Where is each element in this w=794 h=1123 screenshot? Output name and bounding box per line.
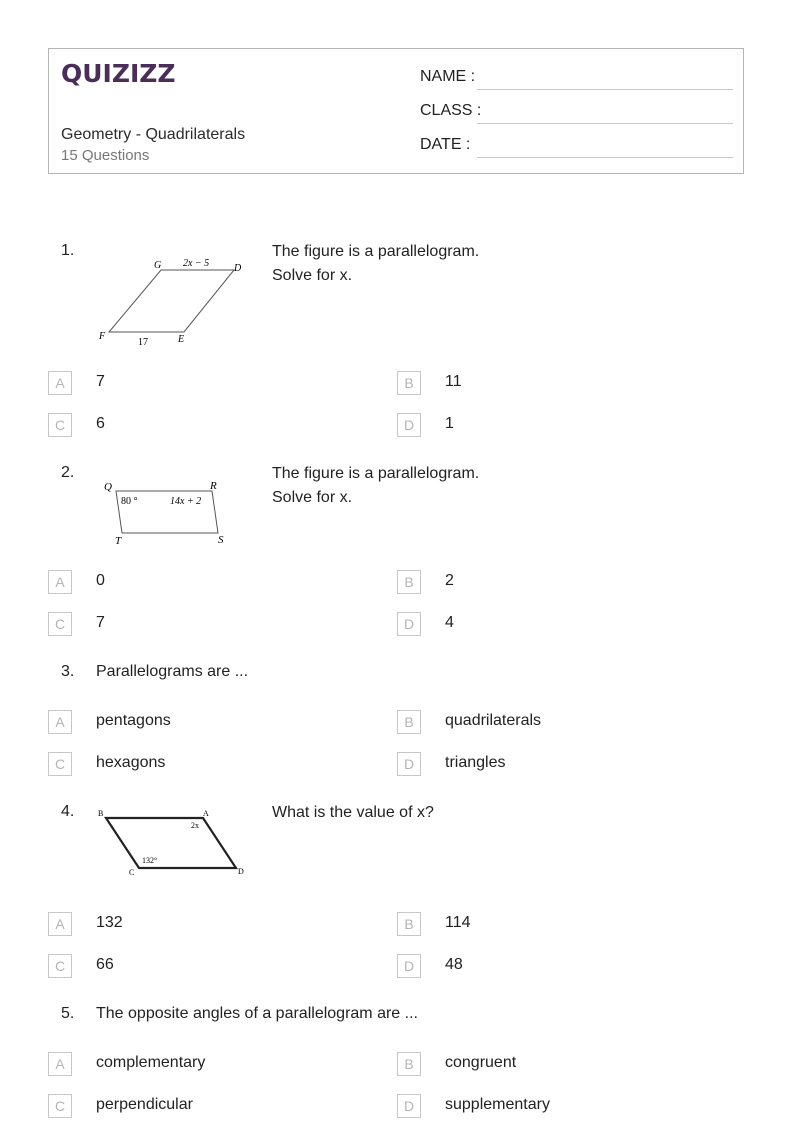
label-angle-a: 2x <box>191 821 199 830</box>
class-label: CLASS : <box>420 102 482 119</box>
worksheet-title: Geometry - Quadrilaterals <box>61 126 246 143</box>
date-label: DATE : <box>420 136 471 153</box>
option-c-text: perpendicular <box>96 1096 193 1113</box>
date-line[interactable] <box>477 157 733 158</box>
label-a: A <box>203 809 209 818</box>
question-count: 15 Questions <box>61 147 150 164</box>
label-bottom: 17 <box>138 337 148 348</box>
option-a-box[interactable]: A <box>48 1052 72 1076</box>
option-c-box[interactable]: C <box>48 612 72 636</box>
label-f: F <box>99 331 106 342</box>
parallelogram-figure <box>96 806 256 882</box>
parallelogram-figure <box>96 252 256 352</box>
option-d-text: 4 <box>445 614 454 631</box>
parallelogram-figure <box>100 476 240 548</box>
option-b-box[interactable]: B <box>397 371 421 395</box>
class-line[interactable] <box>477 123 733 124</box>
name-label: NAME : <box>420 68 476 85</box>
option-c-box[interactable]: C <box>48 413 72 437</box>
option-d-box[interactable]: D <box>397 413 421 437</box>
option-b-text: 2 <box>445 572 454 589</box>
worksheet-header <box>48 48 744 174</box>
option-b-text: quadrilaterals <box>445 712 542 729</box>
label-s: S <box>218 534 224 546</box>
option-d-box[interactable]: D <box>397 752 421 776</box>
option-c-box[interactable]: C <box>48 954 72 978</box>
option-d-box[interactable]: D <box>397 1094 421 1118</box>
label-angle-c: 132° <box>142 856 158 865</box>
question-number: 5. <box>61 1005 75 1022</box>
option-c-box[interactable]: C <box>48 1094 72 1118</box>
label-top: 2x − 5 <box>183 258 210 269</box>
question-text: Parallelograms are ... <box>96 663 249 680</box>
label-expr: 14x + 2 <box>170 496 202 507</box>
option-d-text: 1 <box>445 415 454 432</box>
option-a-box[interactable]: A <box>48 371 72 395</box>
option-d-text: supplementary <box>445 1096 550 1113</box>
option-b-box[interactable]: B <box>397 570 421 594</box>
option-a-text: pentagons <box>96 712 171 729</box>
option-d-box[interactable]: D <box>397 612 421 636</box>
label-e: E <box>178 334 185 345</box>
label-d: D <box>234 263 242 274</box>
question-number: 3. <box>61 663 75 680</box>
question-number: 1. <box>61 242 75 259</box>
option-d-text: 48 <box>445 956 463 973</box>
option-a-box[interactable]: A <box>48 570 72 594</box>
label-q: Q <box>104 481 112 493</box>
question-number: 2. <box>61 464 75 481</box>
option-a-text: 0 <box>96 572 105 589</box>
option-b-text: 11 <box>445 373 462 390</box>
option-b-box[interactable]: B <box>397 710 421 734</box>
question-text: The opposite angles of a parallelogram are ... <box>96 1005 418 1022</box>
option-c-text: 6 <box>96 415 105 432</box>
class-field[interactable] <box>420 102 733 124</box>
question-text: The figure is a parallelogram. Solve for x. <box>272 465 480 506</box>
option-b-text: congruent <box>445 1054 517 1071</box>
option-a-text: 132 <box>96 914 123 931</box>
option-a-text: 7 <box>96 373 105 390</box>
label-g: G <box>154 260 162 271</box>
label-d: D <box>238 867 244 876</box>
label-c: C <box>129 868 135 877</box>
date-field[interactable] <box>420 136 733 158</box>
option-c-text: 66 <box>96 956 114 973</box>
option-b-box[interactable]: B <box>397 912 421 936</box>
quizizz-logo: QUIZIZZ <box>61 59 176 88</box>
label-r: R <box>210 480 217 492</box>
option-c-text: 7 <box>96 614 105 631</box>
question-number: 4. <box>61 803 75 820</box>
option-b-text: 114 <box>445 914 471 931</box>
option-a-box[interactable]: A <box>48 710 72 734</box>
label-t: T <box>115 535 122 547</box>
option-c-box[interactable]: C <box>48 752 72 776</box>
question-text: What is the value of x? <box>272 804 434 821</box>
option-d-text: triangles <box>445 754 506 771</box>
option-b-box[interactable]: B <box>397 1052 421 1076</box>
option-a-text: complementary <box>96 1054 206 1071</box>
option-a-box[interactable]: A <box>48 912 72 936</box>
option-c-text: hexagons <box>96 754 166 771</box>
question-text: The figure is a parallelogram. Solve for x. <box>272 243 480 284</box>
option-d-box[interactable]: D <box>397 954 421 978</box>
name-line[interactable] <box>477 89 733 90</box>
label-angle: 80 ° <box>121 496 138 507</box>
name-field[interactable] <box>420 68 733 90</box>
label-b: B <box>98 809 104 818</box>
